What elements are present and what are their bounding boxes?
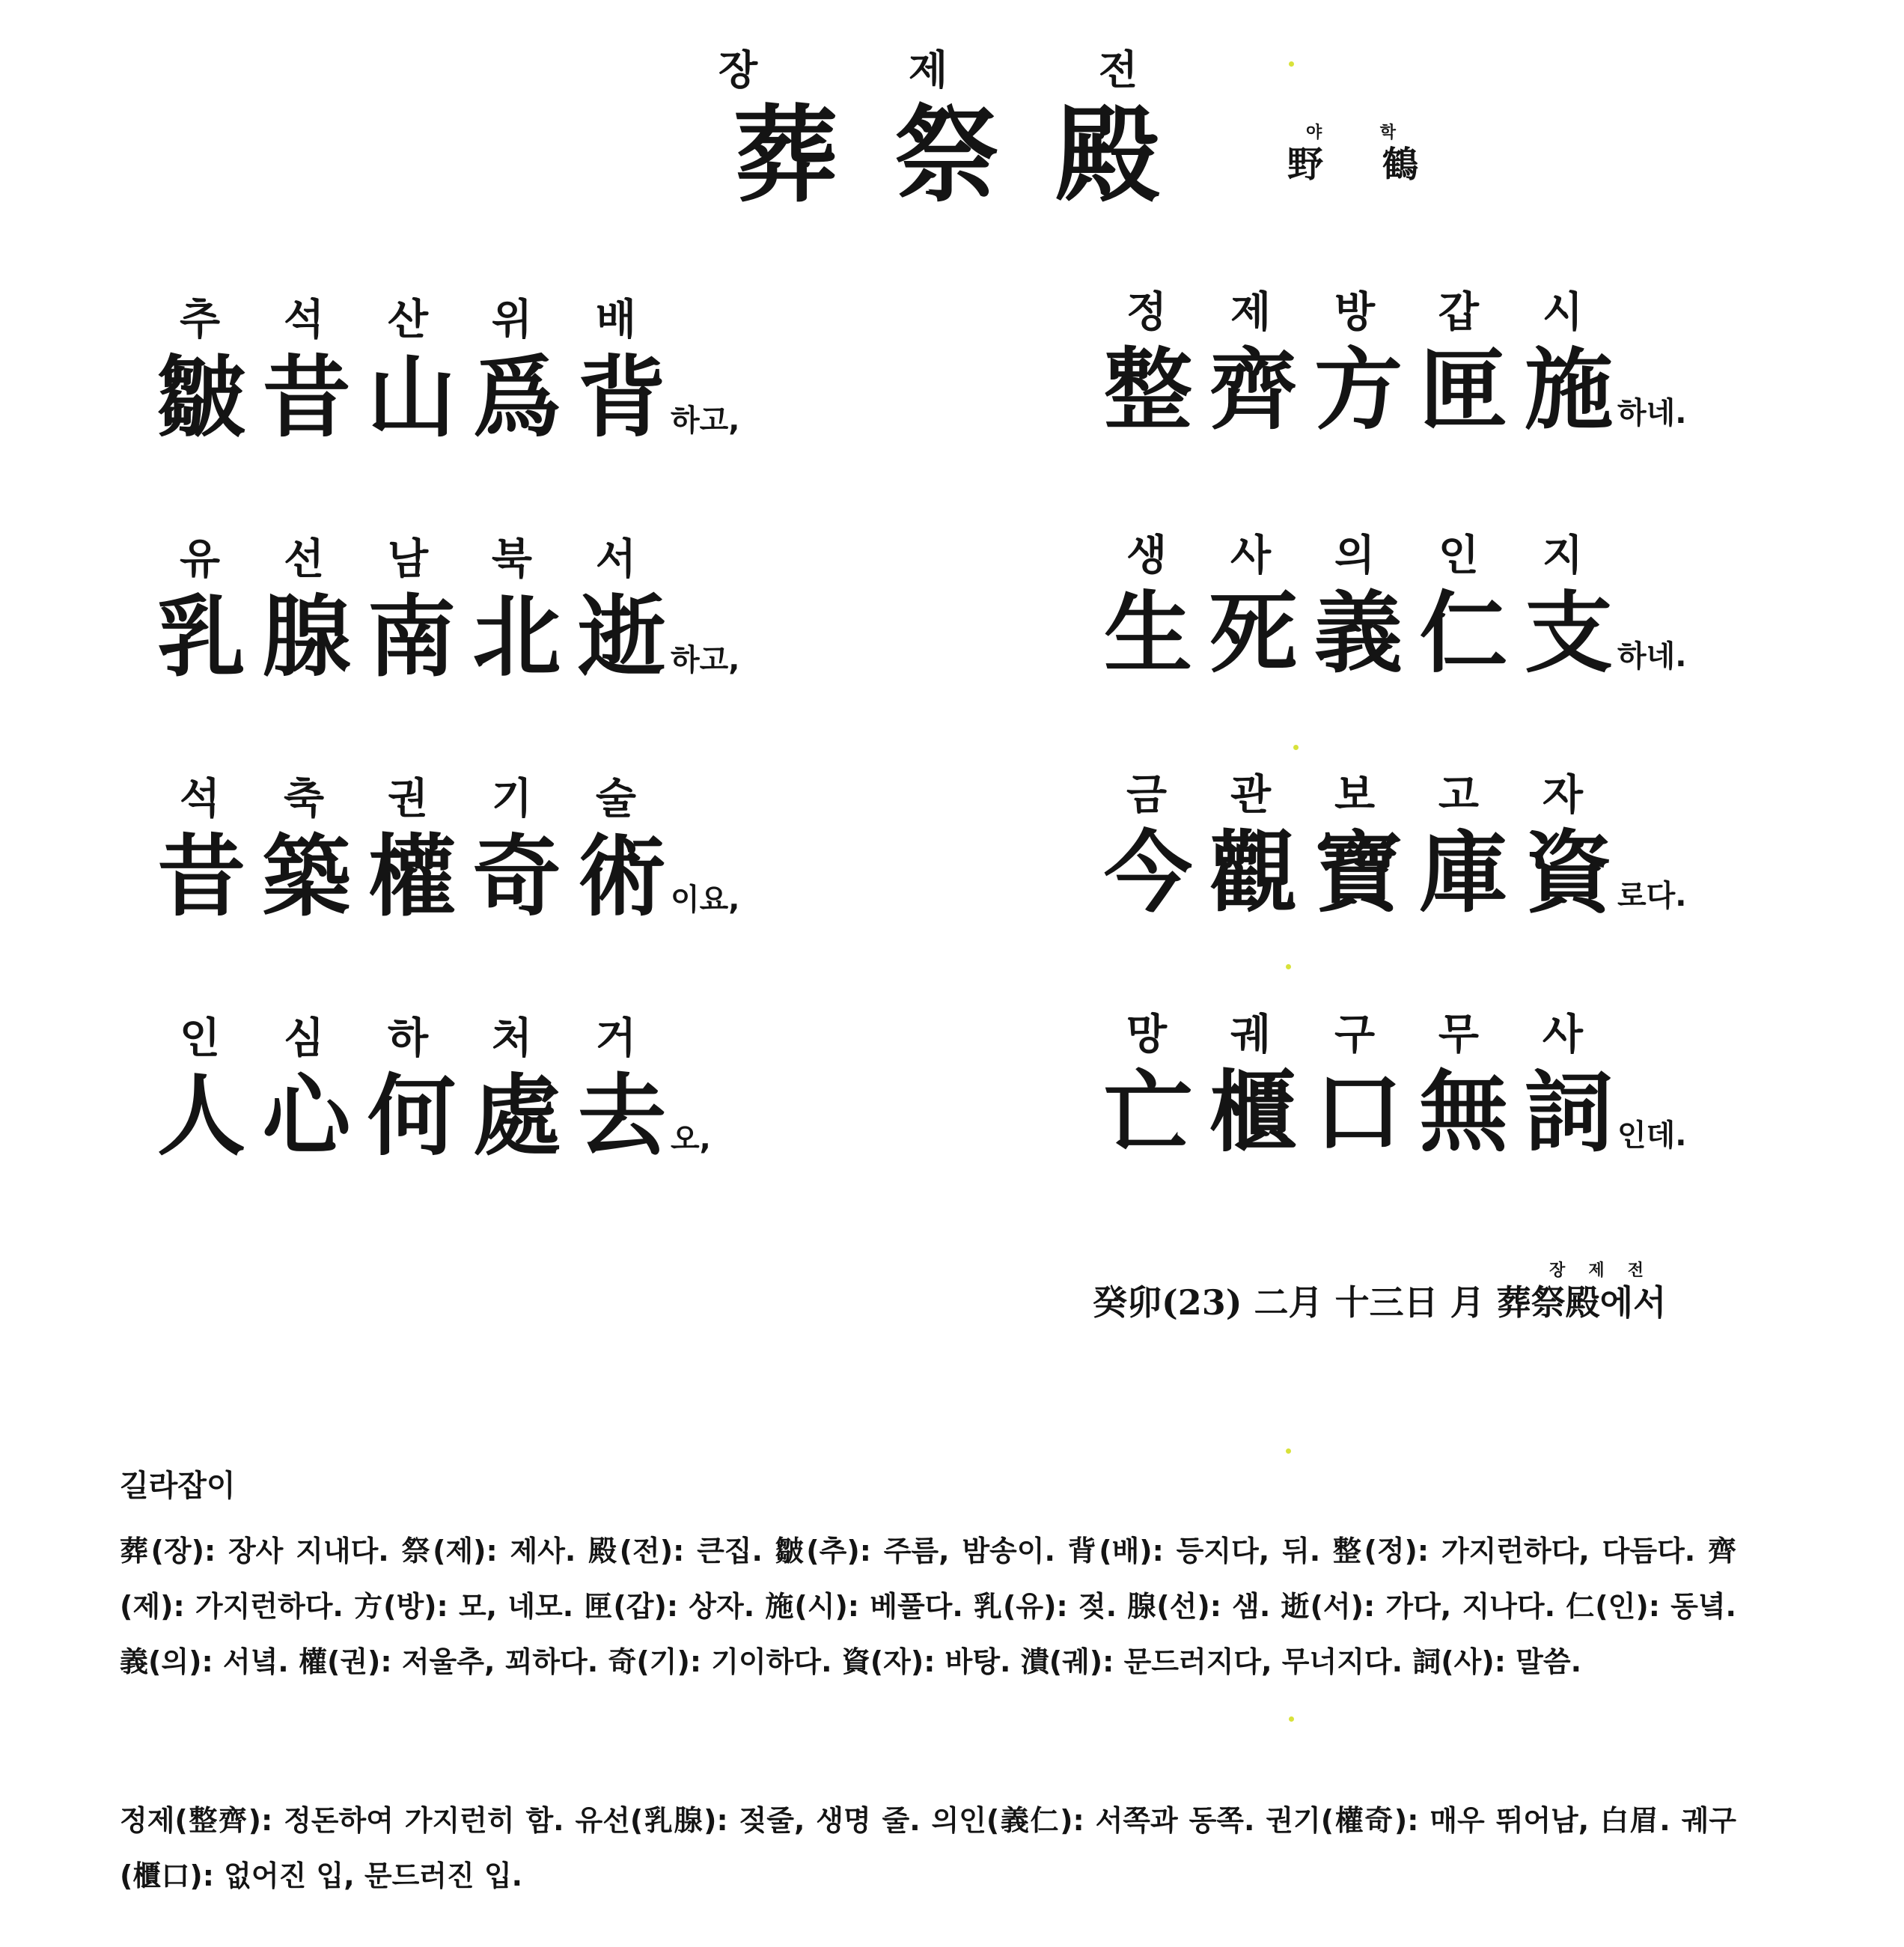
date-reading-char: 장: [1549, 1261, 1566, 1280]
reading-char: 제: [1230, 288, 1272, 337]
hanja-char: 昔: [262, 345, 351, 449]
reading-char: 인: [180, 1014, 221, 1063]
hanja-char: 何: [367, 1064, 456, 1168]
reading-char: 석: [283, 296, 325, 344]
title-reading-char: 제: [908, 46, 948, 94]
date-line: 癸卯(23) 二月 十三日 月 葬祭殿에서: [1093, 1282, 1667, 1323]
scan-speck: [1286, 964, 1291, 969]
reading-char: 고: [1438, 771, 1480, 820]
hanja-char: 無: [1419, 1060, 1508, 1164]
date-reading-char: 제: [1588, 1261, 1605, 1280]
hanja-char: 生: [1104, 581, 1193, 685]
hanja-char: 爲: [472, 345, 561, 449]
hanja-char: 觀: [1209, 820, 1298, 924]
title-reading: [718, 46, 1138, 94]
reading-char: 무: [1438, 1011, 1480, 1059]
author-hanja-char: 野: [1287, 144, 1324, 186]
hanja-char: 死: [1209, 581, 1298, 685]
hanja-char: 乳: [157, 585, 246, 689]
scan-speck: [1289, 61, 1294, 67]
author-name: [1287, 144, 1418, 186]
reading-char: 기: [491, 775, 533, 823]
reading-char: 관: [1230, 771, 1272, 820]
hanja-char: 南: [367, 585, 456, 689]
verse-reading: [1104, 1011, 1583, 1060]
reading-char: 축: [283, 775, 325, 823]
verse-hanja: [1104, 1060, 1613, 1164]
hanja-char: 義: [1313, 581, 1403, 685]
reading-char: 서: [595, 535, 636, 584]
title-reading-char: 전: [1098, 46, 1138, 94]
reading-char: 거: [595, 1014, 636, 1063]
scan-speck: [1293, 745, 1299, 750]
hanja-char: 山: [367, 345, 456, 449]
date-reading-char: 전: [1627, 1261, 1644, 1280]
reading-char: 심: [283, 1014, 325, 1063]
reading-char: 산: [387, 296, 429, 344]
hanja-char: 人: [157, 1064, 246, 1168]
hanja-char: 櫃: [1209, 1060, 1298, 1164]
reading-char: 의: [1334, 531, 1376, 580]
verse-ending: 하네.: [1617, 639, 1687, 674]
reading-char: 추: [180, 296, 221, 344]
verse-7: [1104, 771, 1904, 922]
reading-char: 생: [1126, 531, 1168, 580]
reading-char: 석: [180, 775, 221, 823]
hanja-char: 今: [1104, 820, 1193, 924]
hanja-char: 昔: [157, 824, 246, 928]
author-reading-char: 학: [1379, 124, 1396, 142]
verse-6: [1104, 531, 1904, 683]
verse-reading: [1104, 288, 1583, 338]
hanja-char: 資: [1524, 820, 1613, 924]
hanja-char: 寶: [1313, 820, 1403, 924]
reading-char: 술: [595, 775, 636, 823]
scan-speck: [1286, 1448, 1291, 1454]
reading-char: 방: [1334, 288, 1376, 337]
reading-char: 금: [1126, 771, 1168, 820]
verse-reading: [1104, 771, 1583, 820]
hanja-char: 整: [1104, 338, 1193, 442]
verse-hanja: [157, 824, 666, 928]
reading-char: 망: [1126, 1011, 1168, 1059]
hanja-char: 庫: [1419, 820, 1508, 924]
verse-3: [157, 775, 980, 926]
glossary-heading: 길라잡이: [120, 1469, 236, 1503]
hanja-char: 仁: [1419, 581, 1508, 685]
reading-char: 시: [1542, 288, 1583, 337]
date-reading: [1549, 1261, 1644, 1281]
verse-hanja: [157, 585, 666, 689]
reading-char: 사: [1230, 531, 1272, 580]
verse-reading: [157, 296, 636, 345]
hanja-char: 背: [577, 345, 666, 449]
reading-char: 인: [1438, 531, 1480, 580]
reading-char: 위: [491, 296, 533, 344]
hanja-char: 方: [1313, 338, 1403, 442]
verse-hanja: [1104, 581, 1613, 685]
hanja-char: 築: [262, 824, 351, 928]
reading-char: 하: [387, 1014, 429, 1063]
hanja-char: 北: [472, 585, 561, 689]
hanja-char: 亡: [1104, 1060, 1193, 1164]
hanja-char: 逝: [577, 585, 666, 689]
verse-5: [1104, 288, 1904, 442]
hanja-char: 處: [472, 1064, 561, 1168]
verse-reading: [157, 775, 636, 824]
reading-char: 지: [1542, 531, 1583, 580]
verse-2: [157, 535, 980, 689]
verse-hanja: [157, 1064, 666, 1168]
author-hanja-char: 鶴: [1382, 144, 1418, 186]
reading-char: 궤: [1230, 1011, 1272, 1059]
hanja-char: 奇: [472, 824, 561, 928]
title-hanja-char: 祭: [894, 94, 999, 217]
verse-ending: 이요,: [671, 883, 740, 917]
reading-char: 구: [1334, 1011, 1376, 1059]
verse-ending: 로다.: [1617, 879, 1687, 913]
reading-char: 선: [283, 535, 325, 584]
hanja-char: 皺: [157, 345, 246, 449]
reading-char: 갑: [1438, 288, 1480, 337]
verse-hanja: [1104, 338, 1613, 442]
hanja-char: 口: [1313, 1060, 1403, 1164]
verse-8: [1104, 1011, 1904, 1162]
hanja-char: 支: [1524, 581, 1613, 685]
author-reading: [1306, 124, 1396, 143]
title-reading-char: 장: [718, 46, 758, 94]
reading-char: 자: [1542, 771, 1583, 820]
hanja-char: 匣: [1419, 338, 1508, 442]
scan-speck: [1289, 1716, 1294, 1722]
reading-char: 유: [180, 535, 221, 584]
reading-char: 처: [491, 1014, 533, 1063]
verse-reading: [1104, 531, 1583, 581]
verse-ending: 인데.: [1617, 1118, 1687, 1153]
title-hanja-char: 殿: [1055, 94, 1160, 217]
reading-char: 권: [387, 775, 429, 823]
hanja-char: 施: [1524, 338, 1613, 442]
hanja-char: 齊: [1209, 338, 1298, 442]
reading-char: 남: [387, 535, 429, 584]
author-reading-char: 야: [1306, 124, 1322, 142]
reading-char: 보: [1334, 771, 1376, 820]
verse-ending: 오,: [671, 1122, 711, 1157]
hanja-char: 心: [262, 1064, 351, 1168]
glossary-body: 葬(장): 장사 지내다. 祭(제): 제사. 殿(전): 큰집. 皺(추): 주름, 밤송이. 背(배): 등지다, 뒤. 整(정): 가지런하다, 다듬다. 齊(제): 가지런하다. 方(방): 모, 네모. 匣(갑): 상자. 施(시): 베풀다. 乳(유): 젖. 腺(선): 샘. 逝(서): 가다, 지나다. 仁(인): 동녘. 義(의): 서녘. 權(권): 저울추, 꾀하다. 奇(기): 기이하다. 資(자): 바탕. 潰(궤): 문드러지다, 무너지다. 詞(사): 말씀.: [120, 1535, 1736, 1678]
verse-hanja: [1104, 820, 1613, 924]
hanja-char: 詞: [1524, 1060, 1613, 1164]
glossary-notes: 정제(整齊): 정돈하여 가지런히 함. 유선(乳腺): 젖줄, 생명 줄. 의인(義仁): 서쪽과 동쪽. 권기(權奇): 매우 뛰어남, 白眉. 궤구(櫃口): 없어진 입, 문드러진 입.: [120, 1804, 1736, 1892]
verse-1: [157, 296, 980, 447]
hanja-char: 術: [577, 824, 666, 928]
page-title: [733, 96, 1160, 216]
hanja-char: 腺: [262, 585, 351, 689]
reading-char: 북: [491, 535, 533, 584]
verse-reading: [157, 535, 636, 585]
verse-hanja: [157, 345, 666, 449]
verse-ending: 하네.: [1617, 396, 1687, 430]
reading-char: 정: [1126, 288, 1168, 337]
title-hanja-char: 葬: [733, 94, 839, 217]
reading-char: 배: [595, 296, 636, 344]
verse-reading: [157, 1014, 636, 1064]
hanja-char: 去: [577, 1064, 666, 1168]
verse-ending: 하고,: [671, 643, 740, 677]
verse-ending: 하고,: [671, 403, 740, 438]
hanja-char: 權: [367, 824, 456, 928]
verse-4: [157, 1014, 980, 1166]
reading-char: 사: [1542, 1011, 1583, 1059]
